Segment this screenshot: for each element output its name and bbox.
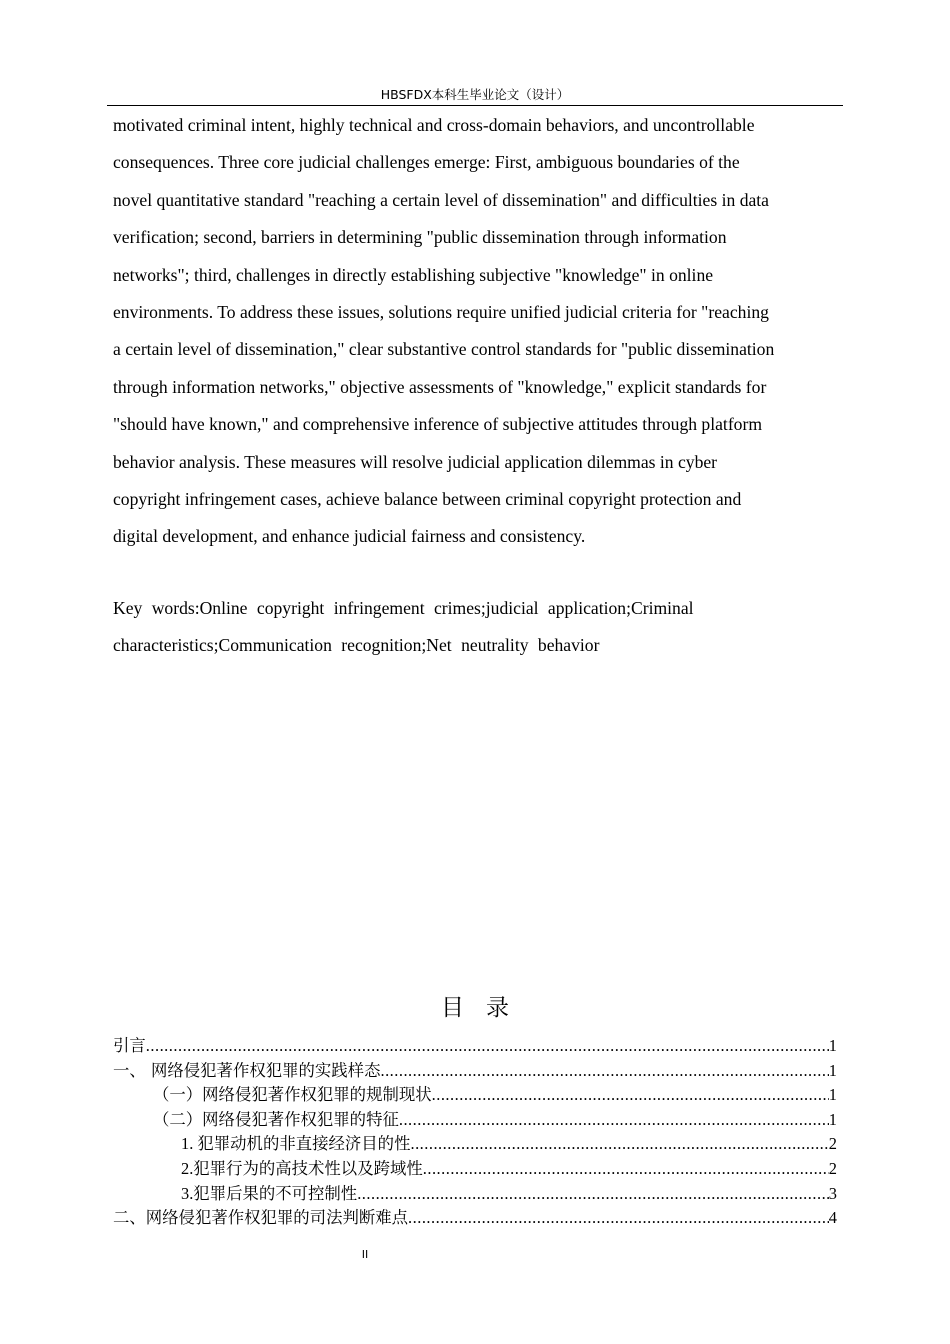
- toc-entry-page: 1: [828, 1036, 837, 1055]
- toc-entry-title: 3.犯罪后果的不可控制性: [181, 1183, 358, 1203]
- keywords: [113, 590, 837, 664]
- toc-entry-chapter-2[interactable]: [113, 1206, 837, 1231]
- toc-leader-dots: [410, 1132, 828, 1157]
- abstract-line: networks"; third, challenges in directly establishing subjective "knowledge" in online: [113, 264, 714, 285]
- abstract-line: through information networks," objective assessments of "knowledge," explicit standards for: [113, 376, 767, 397]
- toc-entry-page: 1: [828, 1109, 837, 1129]
- abstract-line: digital development, and enhance judicial fairness and consistency.: [113, 526, 586, 547]
- toc-entry-title: 二、网络侵犯著作权犯罪的司法判断难点: [113, 1208, 409, 1228]
- toc-leader-dots: [423, 1157, 829, 1182]
- header-divider: [107, 105, 843, 106]
- toc-leader-dots: [146, 1034, 829, 1059]
- toc-entry-page: 2: [828, 1158, 837, 1178]
- abstract-line: behavior analysis. These measures will resolve judicial application dilemmas in cyber: [113, 451, 718, 472]
- toc-entry-title: 一、 网络侵犯著作权犯罪的实践样态: [113, 1060, 381, 1080]
- toc-leader-dots: [408, 1206, 829, 1231]
- english-abstract: [113, 107, 837, 556]
- keywords-line: characteristics;Communication recognition;Net neutrality behavior: [113, 635, 600, 655]
- toc-entry-page: 2: [828, 1134, 837, 1154]
- toc-entry-title: 1. 犯罪动机的非直接经济目的性: [181, 1134, 411, 1154]
- toc-entry-introduction[interactable]: [113, 1034, 837, 1059]
- toc-entry-title: （二）网络侵犯著作权犯罪的特征: [153, 1109, 399, 1129]
- toc-entry-subsection-3[interactable]: [113, 1182, 837, 1207]
- toc-entry-page: 3: [828, 1183, 837, 1203]
- toc-title: 目录: [441, 995, 531, 1021]
- toc-entry-subsection-1[interactable]: [113, 1132, 837, 1157]
- toc-entry-page: 1: [828, 1085, 837, 1105]
- abstract-line: verification; second, barriers in determining "public dissemination through information: [113, 227, 727, 248]
- abstract-line: novel quantitative standard "reaching a certain level of dissemination" and difficulties in data: [113, 189, 769, 210]
- toc-leader-dots: [357, 1182, 829, 1207]
- abstract-line: "should have known," and comprehensive inference of subjective attitudes through platform: [113, 414, 763, 435]
- toc-entry-title: 引言: [113, 1036, 146, 1055]
- toc-entry-subsection-2[interactable]: [113, 1157, 837, 1182]
- abstract-line: motivated criminal intent, highly technical and cross-domain behaviors, and uncontrollable: [113, 115, 755, 135]
- toc-entry-page: 1: [828, 1060, 837, 1080]
- toc-entry-title: 2.犯罪行为的高技术性以及跨域性: [181, 1158, 423, 1178]
- table-of-contents: [113, 1034, 837, 1231]
- toc-leader-dots: [432, 1083, 829, 1108]
- toc-entry-title: （一）网络侵犯著作权犯罪的规制现状: [153, 1085, 432, 1105]
- toc-entry-section-1-2[interactable]: [113, 1108, 837, 1133]
- page-number: II: [361, 1248, 369, 1261]
- abstract-line: a certain level of dissemination," clear substantive control standards for "public dissemination: [113, 339, 775, 360]
- toc-entry-page: 4: [828, 1208, 837, 1228]
- toc-entry-chapter-1[interactable]: [113, 1059, 837, 1084]
- toc-leader-dots: [399, 1108, 829, 1133]
- page-header: HBSFDX本科生毕业论文（设计）: [380, 87, 570, 102]
- abstract-line: copyright infringement cases, achieve balance between criminal copyright protection and: [113, 488, 742, 509]
- toc-entry-section-1-1[interactable]: [113, 1083, 837, 1108]
- abstract-line: consequences. Three core judicial challenges emerge: First, ambiguous boundaries of the: [113, 152, 740, 173]
- abstract-line: environments. To address these issues, solutions require unified judicial criteria for "reaching: [113, 301, 769, 322]
- keywords-line: Key words:Online copyright infringement crimes;judicial application;Criminal: [113, 598, 694, 618]
- toc-leader-dots: [380, 1059, 828, 1084]
